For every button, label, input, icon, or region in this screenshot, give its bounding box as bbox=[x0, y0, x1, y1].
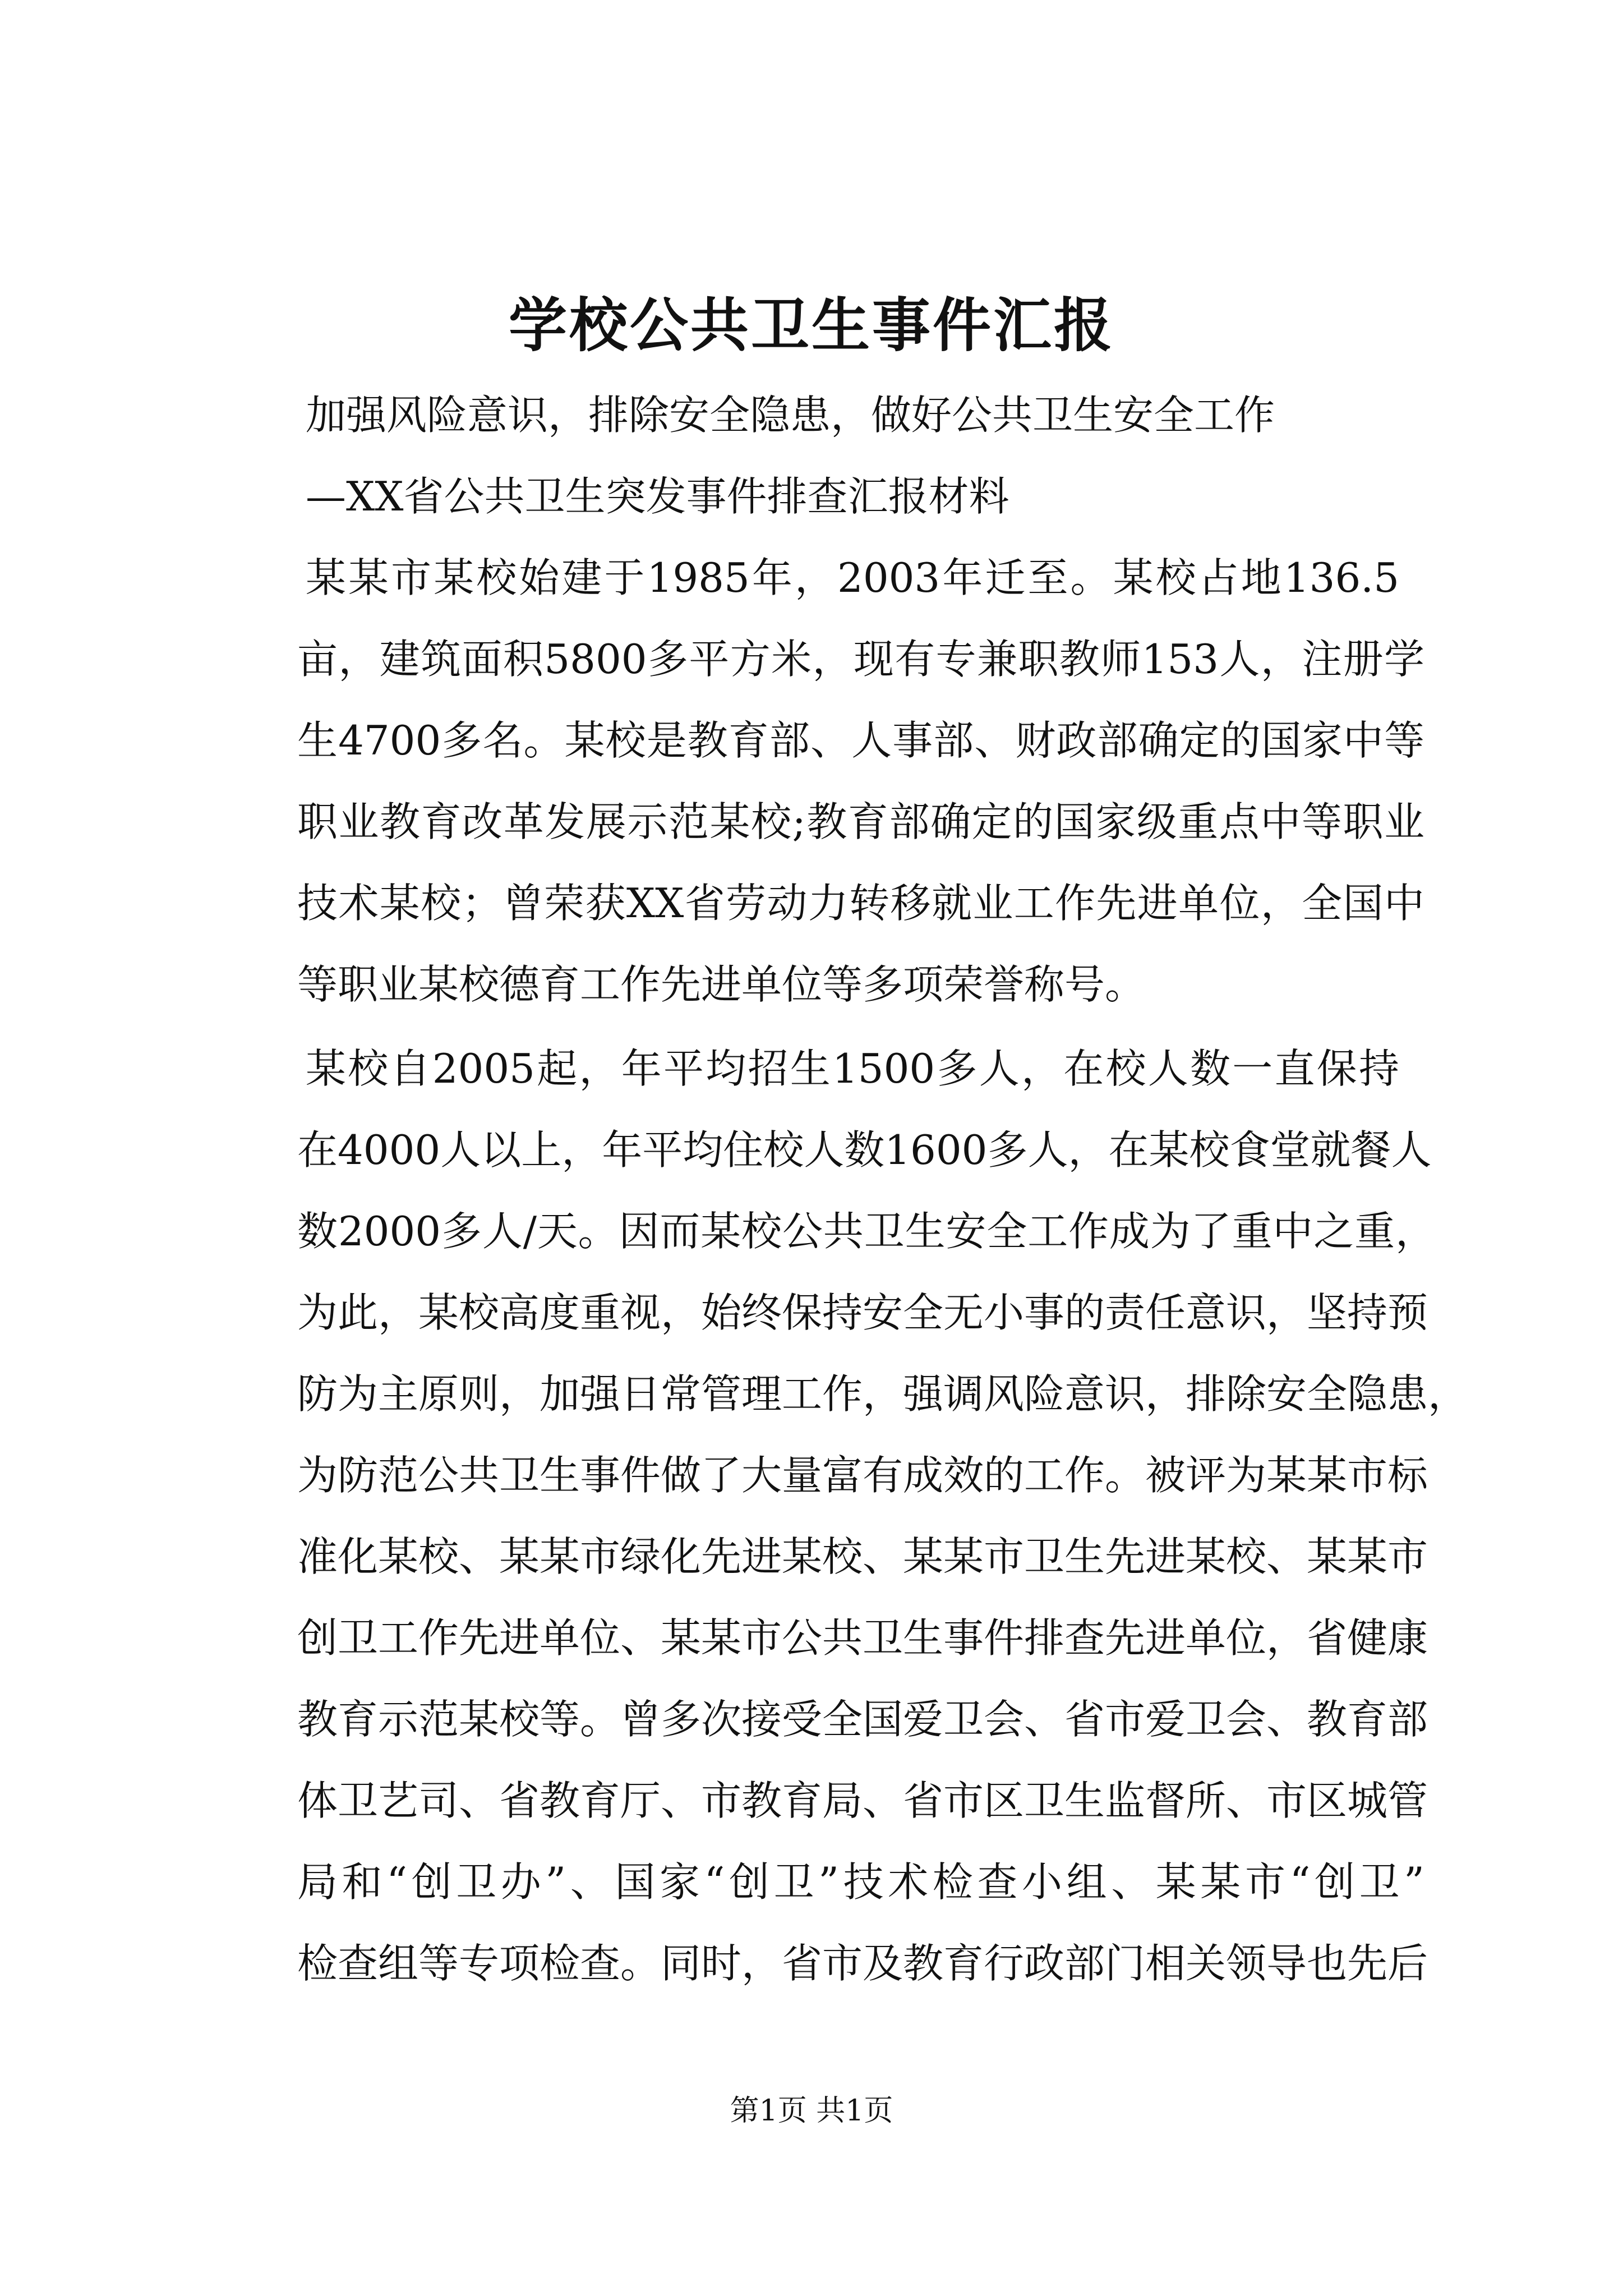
paragraph-line: 数2000多人/天。因而某校公共卫生安全工作成为了重中之重， bbox=[297, 1208, 1436, 1255]
page-footer: 第1页 共1页 bbox=[730, 2094, 893, 2128]
paragraph-line: 在4000人以上，年平均住校人数1600多人，在某校食堂就餐人 bbox=[297, 1126, 1432, 1174]
document-title: 学校公共卫生事件汇报 bbox=[508, 291, 1114, 360]
paragraph-line: 创卫工作先进单位、某某市公共卫生事件排查先进单位，省健康 bbox=[297, 1614, 1428, 1662]
paragraph-line: 技术某校；曾荣获XX省劳动力转移就业工作先进单位，全国中 bbox=[297, 880, 1424, 927]
paragraph-line: 某某市某校始建于1985年，2003年迁至。某校占地136.5 bbox=[306, 554, 1399, 601]
paragraph-line: 等职业某校德育工作先进单位等多项荣誉称号。 bbox=[297, 961, 1146, 1008]
paragraph-line: 职业教育改革发展示范某校;教育部确定的国家级重点中等职业 bbox=[297, 798, 1424, 845]
subtitle-line: 加强风险意识，排除安全隐患，做好公共卫生安全工作 bbox=[306, 392, 1275, 439]
paragraph-line: 为此，某校高度重视，始终保持安全无小事的责任意识，坚持预 bbox=[297, 1289, 1428, 1336]
paragraph-line: 局和“创卫办”、国家“创卫”技术检查小组、某某市“创卫” bbox=[297, 1858, 1424, 1906]
subtitle-line: —XX省公共卫生突发事件排查汇报材料 bbox=[306, 473, 1009, 520]
paragraph-line: 准化某校、某某市绿化先进某校、某某市卫生先进某校、某某市 bbox=[297, 1533, 1428, 1580]
paragraph-line: 某校自2005起，年平均招生1500多人，在校人数一直保持 bbox=[306, 1045, 1399, 1092]
paragraph-line: 防为主原则，加强日常管理工作，强调风险意识，排除安全隐患， bbox=[297, 1370, 1469, 1418]
paragraph-line: 亩，建筑面积5800多平方米，现有专兼职教师153人，注册学 bbox=[297, 636, 1424, 683]
paragraph-line: 为防范公共卫生事件做了大量富有成效的工作。被评为某某市标 bbox=[297, 1452, 1428, 1499]
paragraph-line: 生4700多名。某校是教育部、人事部、财政部确定的国家中等 bbox=[297, 717, 1424, 764]
paragraph-line: 检查组等专项检查。同时，省市及教育行政部门相关领导也先后 bbox=[297, 1940, 1428, 1987]
paragraph-line: 体卫艺司、省教育厅、市教育局、省市区卫生监督所、市区城管 bbox=[297, 1777, 1428, 1824]
paragraph-line: 教育示范某校等。曾多次接受全国爱卫会、省市爱卫会、教育部 bbox=[297, 1696, 1428, 1743]
